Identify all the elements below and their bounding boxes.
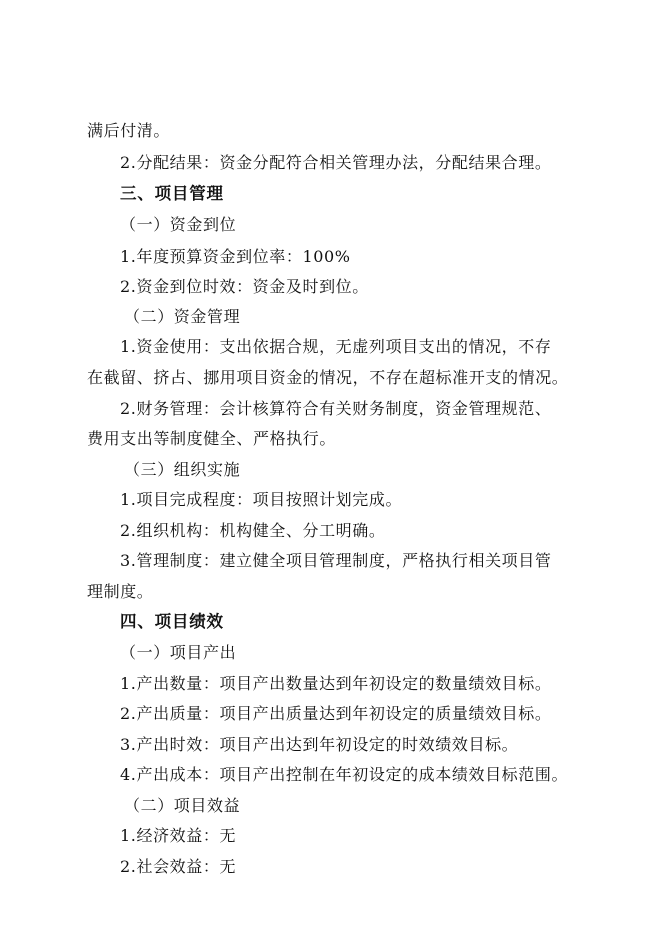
paragraph-line: 1.产出数量：项目产出数量达到年初设定的数量绩效目标。 (120, 674, 552, 693)
section-heading: 四、项目绩效 (120, 612, 224, 631)
subsection-heading: （三）组织实施 (124, 460, 241, 479)
paragraph-line: 理制度。 (87, 582, 154, 601)
paragraph-line: 2.产出质量：项目产出质量达到年初设定的质量绩效目标。 (120, 704, 552, 723)
subsection-heading: （二）项目效益 (124, 796, 241, 815)
paragraph-line: 2.资金到位时效：资金及时到位。 (120, 277, 369, 296)
paragraph-line: 2.组织机构：机构健全、分工明确。 (120, 521, 386, 540)
paragraph-line: 1.资金使用：支出依据合规，无虚列项目支出的情况，不存 (120, 337, 552, 356)
paragraph-line: 1.经济效益：无 (120, 826, 237, 845)
subsection-heading: （二）资金管理 (124, 307, 241, 326)
paragraph-line: 4.产出成本：项目产出控制在年初设定的成本绩效目标范围。 (120, 765, 569, 784)
subsection-heading: （一）项目产出 (120, 643, 237, 662)
paragraph-line: 3.产出时效：项目产出达到年初设定的时效绩效目标。 (120, 735, 519, 754)
subsection-heading: （一）资金到位 (120, 215, 237, 234)
paragraph-line: 费用支出等制度健全、严格执行。 (87, 429, 337, 448)
paragraph-line: 在截留、挤占、挪用项目资金的情况，不存在超标准开支的情况。 (87, 368, 569, 387)
paragraph-line: 1.项目完成程度：项目按照计划完成。 (120, 490, 403, 509)
paragraph-line: 2.社会效益：无 (120, 857, 237, 876)
paragraph-line: 2.财务管理：会计核算符合有关财务制度，资金管理规范、 (120, 399, 552, 418)
paragraph-line: 3.管理制度：建立健全项目管理制度，严格执行相关项目管 (120, 551, 552, 570)
paragraph-line: 2.分配结果：资金分配符合相关管理办法，分配结果合理。 (120, 153, 552, 172)
section-heading: 三、项目管理 (120, 184, 224, 203)
paragraph-line: 满后付清。 (87, 121, 171, 140)
paragraph-line: 1.年度预算资金到位率：100% (120, 247, 351, 266)
